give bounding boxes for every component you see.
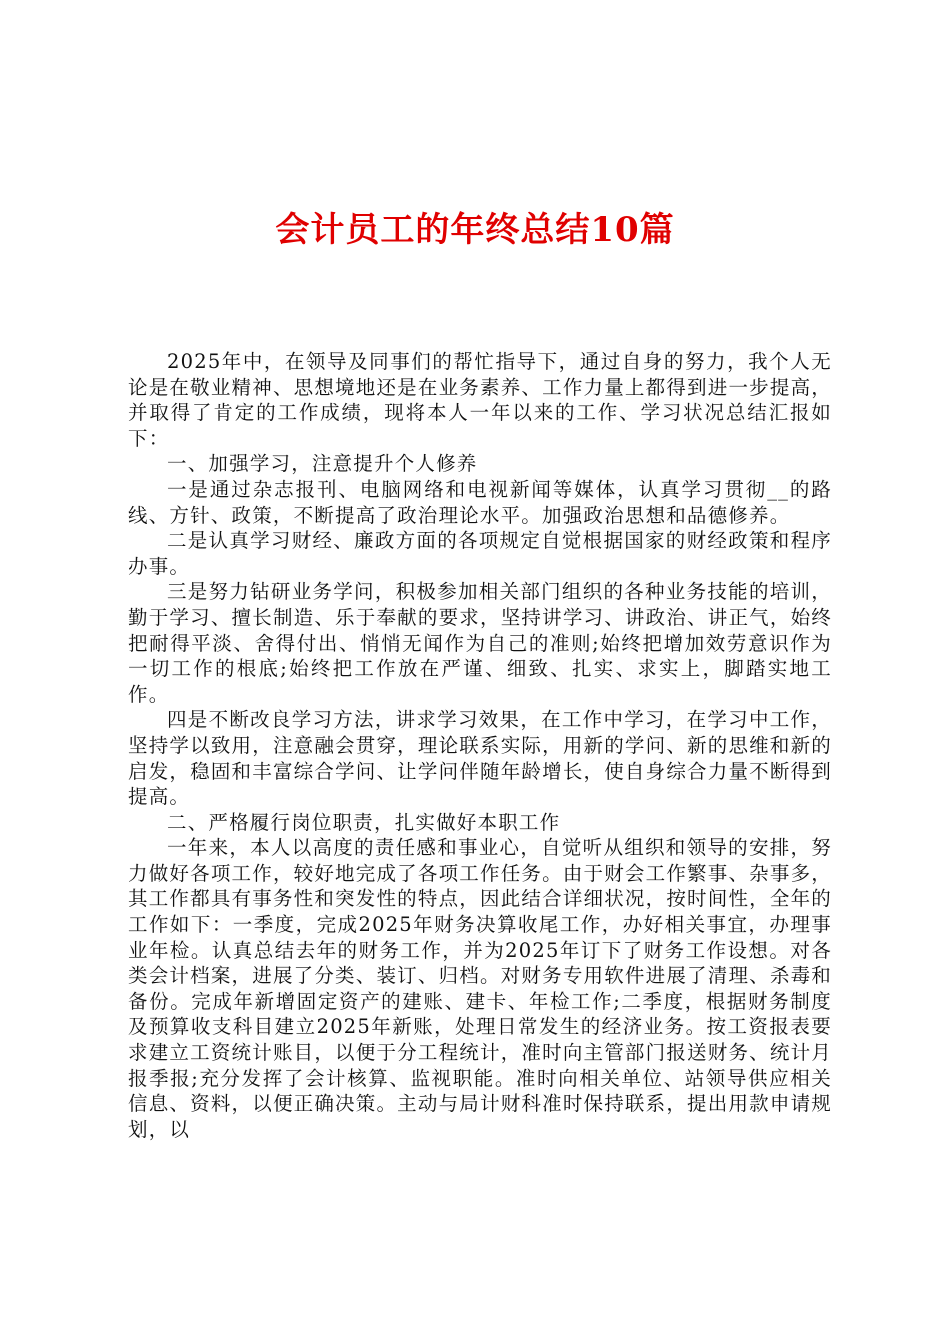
paragraph-4: 四是不断改良学习方法，讲求学习效果，在工作中学习，在学习中工作，坚持学以致用，注意融会贯穿，理论联系实际，用新的学问、新的思维和新的启发，稳固和丰富综合学问、让学问伴随年龄增长，使自身综合力量不断得到提高。 xyxy=(128,708,832,809)
document-title: 会计员工的年终总结10篇 xyxy=(275,210,675,250)
paragraph-5: 一年来，本人以高度的责任感和事业心，自觉听从组织和领导的安排，努力做好各项工作，较好地完成了各项工作任务。由于财会工作繁事、杂事多，其工作都具有事务性和突发性的特点，因此结合详细状况，按时间性，全年的工作如下：一季度，完成2025年财务决算收尾工作，办好相关事宜，办理事业年检。认真总结去年的财务工作，并为2025年订下了财务工作设想。对各类会计档案，进展了分类、装订、归档。对财务专用软件进展了清理、杀毒和备份。完成年新增固定资产的建账、建卡、年检工作;二季度，根据财务制度及预算收支科目建立2025年新账，处理日常发生的经济业务。按工资报表要求建立工资统计账目，以便于分工程统计，准时向主管部门报送财务、统计月报季报;充分发挥了会计核算、监视职能。准时向相关单位、站领导供应相关信息、资料，以便正确决策。主动与局计财科准时保持联系，提出用款申请规划，以 xyxy=(128,836,832,1141)
paragraph-1: 一是通过杂志报刊、电脑网络和电视新闻等媒体，认真学习贯彻__的路线、方针、政策，不断提高了政治理论水平。加强政治思想和品德修养。 xyxy=(128,477,832,527)
section-heading-1: 一、加强学习，注意提升个人修养 xyxy=(167,452,478,476)
section-heading-2: 二、严格履行岗位职责，扎实做好本职工作 xyxy=(167,810,561,834)
paragraph-3: 三是努力钻研业务学问，积极参加相关部门组织的各种业务技能的培训，勤于学习、擅长制造、乐于奉献的要求，坚持讲学习、讲政治、讲正气，始终把耐得平淡、舍得付出、悄悄无闻作为自己的准则;始终把增加效劳意识作为一切工作的根底;始终把工作放在严谨、细致、扎实、求实上，脚踏实地工作。 xyxy=(128,580,832,706)
document-body xyxy=(128,349,832,1142)
paragraph-intro: 2025年中，在领导及同事们的帮忙指导下，通过自身的努力，我个人无论是在敬业精神、思想境地还是在业务素养、工作力量上都得到进一步提高，并取得了肯定的工作成绩，现将本人一年以来的工作、学习状况总结汇报如下： xyxy=(128,350,832,450)
paragraph-2: 二是认真学习财经、廉政方面的各项规定自觉根据国家的财经政策和程序办事。 xyxy=(128,529,832,578)
